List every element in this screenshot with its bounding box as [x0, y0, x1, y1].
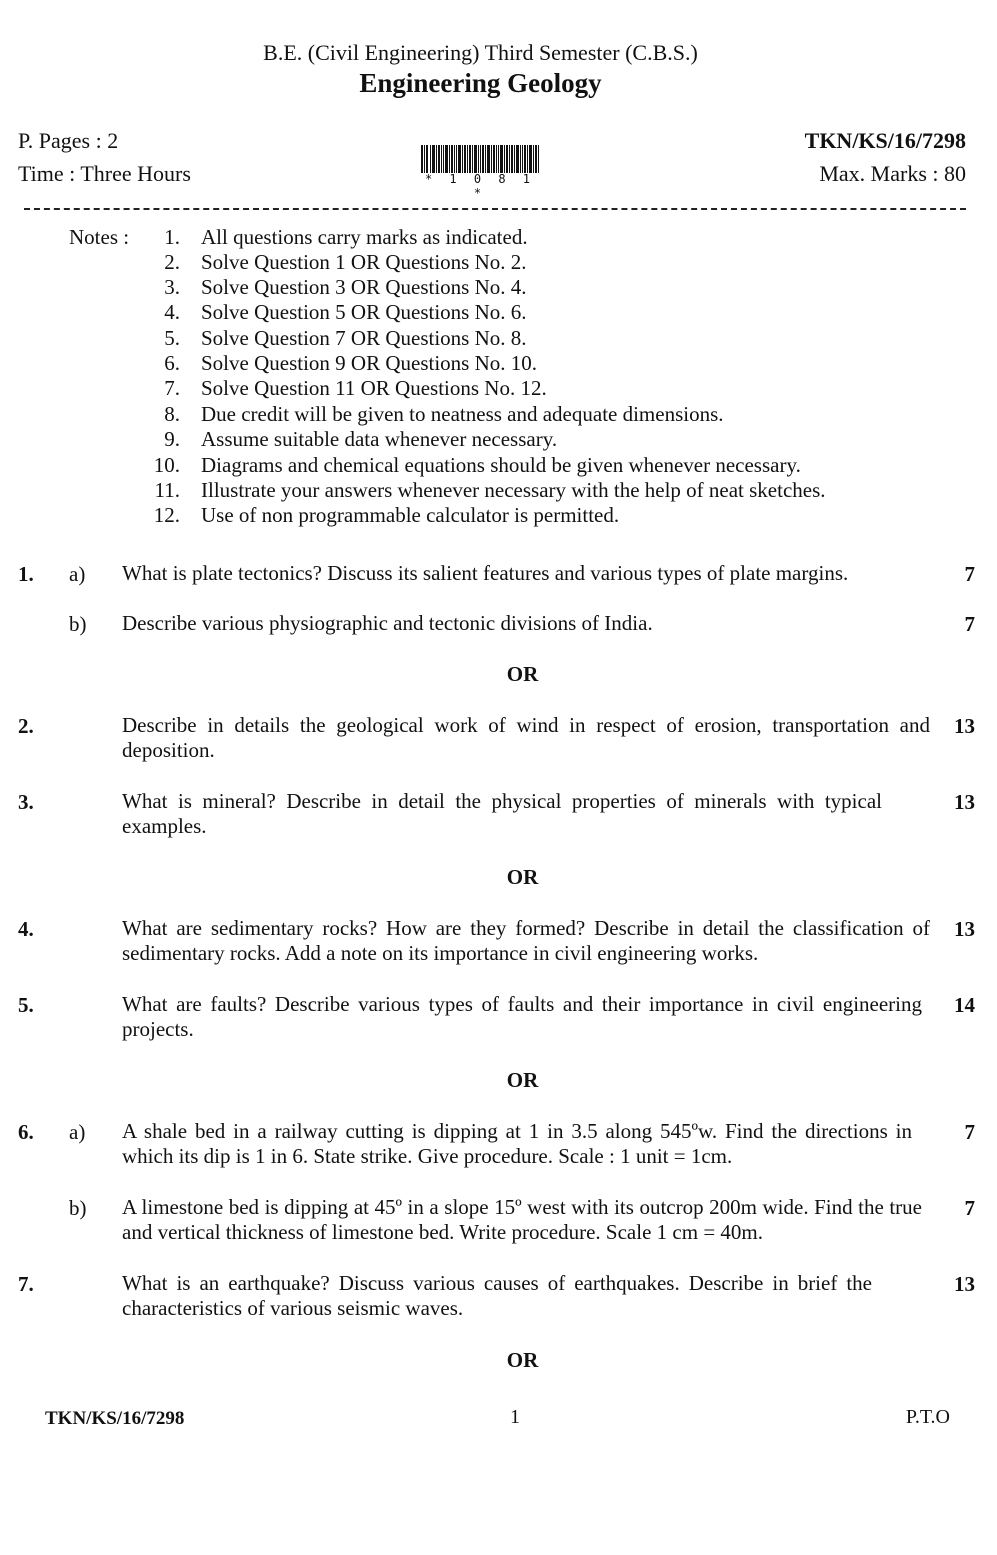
note-text: All questions carry marks as indicated. [201, 225, 528, 249]
question-marks: 13 [954, 917, 975, 941]
note-text: Solve Question 3 OR Questions No. 4. [201, 275, 527, 299]
page-count: P. Pages : 2 [18, 128, 119, 153]
note-number: 12. [153, 503, 180, 527]
question-number: 4. [18, 917, 34, 941]
question-number: 3. [18, 790, 34, 814]
notes-label: Notes : [69, 225, 130, 249]
or-separator: OR [506, 662, 539, 686]
note-number: 11. [154, 478, 180, 502]
note-text: Solve Question 9 OR Questions No. 10. [201, 351, 537, 375]
course-title: B.E. (Civil Engineering) Third Semester (C.B.S.) [263, 40, 698, 65]
question-text: A limestone bed is dipping at 45º in a slope 15º west with its outcrop 200m wide. Find the true and vertical thickness of limestone bed. Write procedure. Scale 1 cm = 40m. [122, 1195, 922, 1244]
question-text: What are faults? Describe various types of faults and their importance in civil engineering projects. [122, 992, 922, 1041]
question-marks: 13 [954, 790, 975, 814]
note-number: 4. [164, 300, 180, 324]
subject-title: Engineering Geology [359, 68, 602, 98]
question-text: Describe various physiographic and tectonic divisions of India. [122, 611, 653, 635]
question-marks: 7 [964, 1196, 975, 1220]
subquestion-label: b) [69, 612, 87, 636]
question-marks: 14 [954, 993, 975, 1017]
note-number: 5. [164, 326, 180, 350]
note-text: Solve Question 1 OR Questions No. 2. [201, 250, 527, 274]
subquestion-label: b) [69, 1196, 87, 1220]
note-number: 9. [164, 427, 180, 451]
or-separator: OR [506, 1348, 539, 1372]
note-text: Diagrams and chemical equations should be given whenever necessary. [201, 453, 801, 477]
question-marks: 7 [964, 612, 975, 636]
note-number: 10. [153, 453, 180, 477]
footer-paper-code: TKN/KS/16/7298 [45, 1408, 185, 1429]
question-number: 2. [18, 714, 34, 738]
paper-code: TKN/KS/16/7298 [804, 128, 966, 153]
note-number: 1. [164, 225, 180, 249]
note-text: Illustrate your answers whenever necessary with the help of neat sketches. [201, 478, 826, 502]
exam-time: Time : Three Hours [18, 161, 191, 186]
question-text: What is plate tectonics? Discuss its salient features and various types of plate margins. [122, 561, 849, 585]
note-text: Use of non programmable calculator is permitted. [201, 503, 620, 527]
question-number: 7. [18, 1272, 34, 1296]
question-marks: 13 [954, 1272, 975, 1296]
note-text: Due credit will be given to neatness and adequate dimensions. [201, 402, 724, 426]
question-text: What are sedimentary rocks? How are they formed? Describe in detail the classification of sedimentary rocks. Add a note on its importance in civil engineering works. [122, 916, 930, 965]
barcode-number: * 1 0 8 1 * [424, 172, 536, 200]
question-marks: 7 [964, 562, 975, 586]
note-number: 7. [164, 376, 180, 400]
question-number: 6. [18, 1120, 34, 1144]
subquestion-label: a) [69, 1120, 86, 1144]
max-marks: Max. Marks : 80 [819, 161, 966, 186]
note-text: Solve Question 11 OR Questions No. 12. [201, 376, 547, 400]
note-number: 2. [164, 250, 180, 274]
question-text: A shale bed in a railway cutting is dipping at 1 in 3.5 along 545ºw. Find the directions in which its dip is 1 in 6. State strike. Give procedure. Scale : 1 unit = 1cm. [122, 1119, 912, 1168]
question-number: 1. [18, 562, 34, 586]
note-number: 3. [164, 275, 180, 299]
or-separator: OR [506, 865, 539, 889]
header-divider [24, 208, 966, 210]
question-text: What is mineral? Describe in detail the physical properties of minerals with typical examples. [122, 789, 882, 838]
subquestion-label: a) [69, 562, 86, 586]
note-number: 6. [164, 351, 180, 375]
question-marks: 7 [964, 1120, 975, 1144]
note-text: Assume suitable data whenever necessary. [201, 427, 558, 451]
question-number: 5. [18, 993, 34, 1017]
page-number: 1 [510, 1406, 520, 1428]
please-turn-over: P.T.O [905, 1406, 950, 1428]
note-number: 8. [164, 402, 180, 426]
question-text: What is an earthquake? Discuss various causes of earthquakes. Describe in brief the characteristics of various seismic waves. [122, 1271, 872, 1320]
question-text: Describe in details the geological work of wind in respect of erosion, transportation and deposition. [122, 713, 930, 762]
or-separator: OR [506, 1068, 539, 1092]
question-marks: 13 [954, 714, 975, 738]
note-text: Solve Question 7 OR Questions No. 8. [201, 326, 527, 350]
note-text: Solve Question 5 OR Questions No. 6. [201, 300, 527, 324]
